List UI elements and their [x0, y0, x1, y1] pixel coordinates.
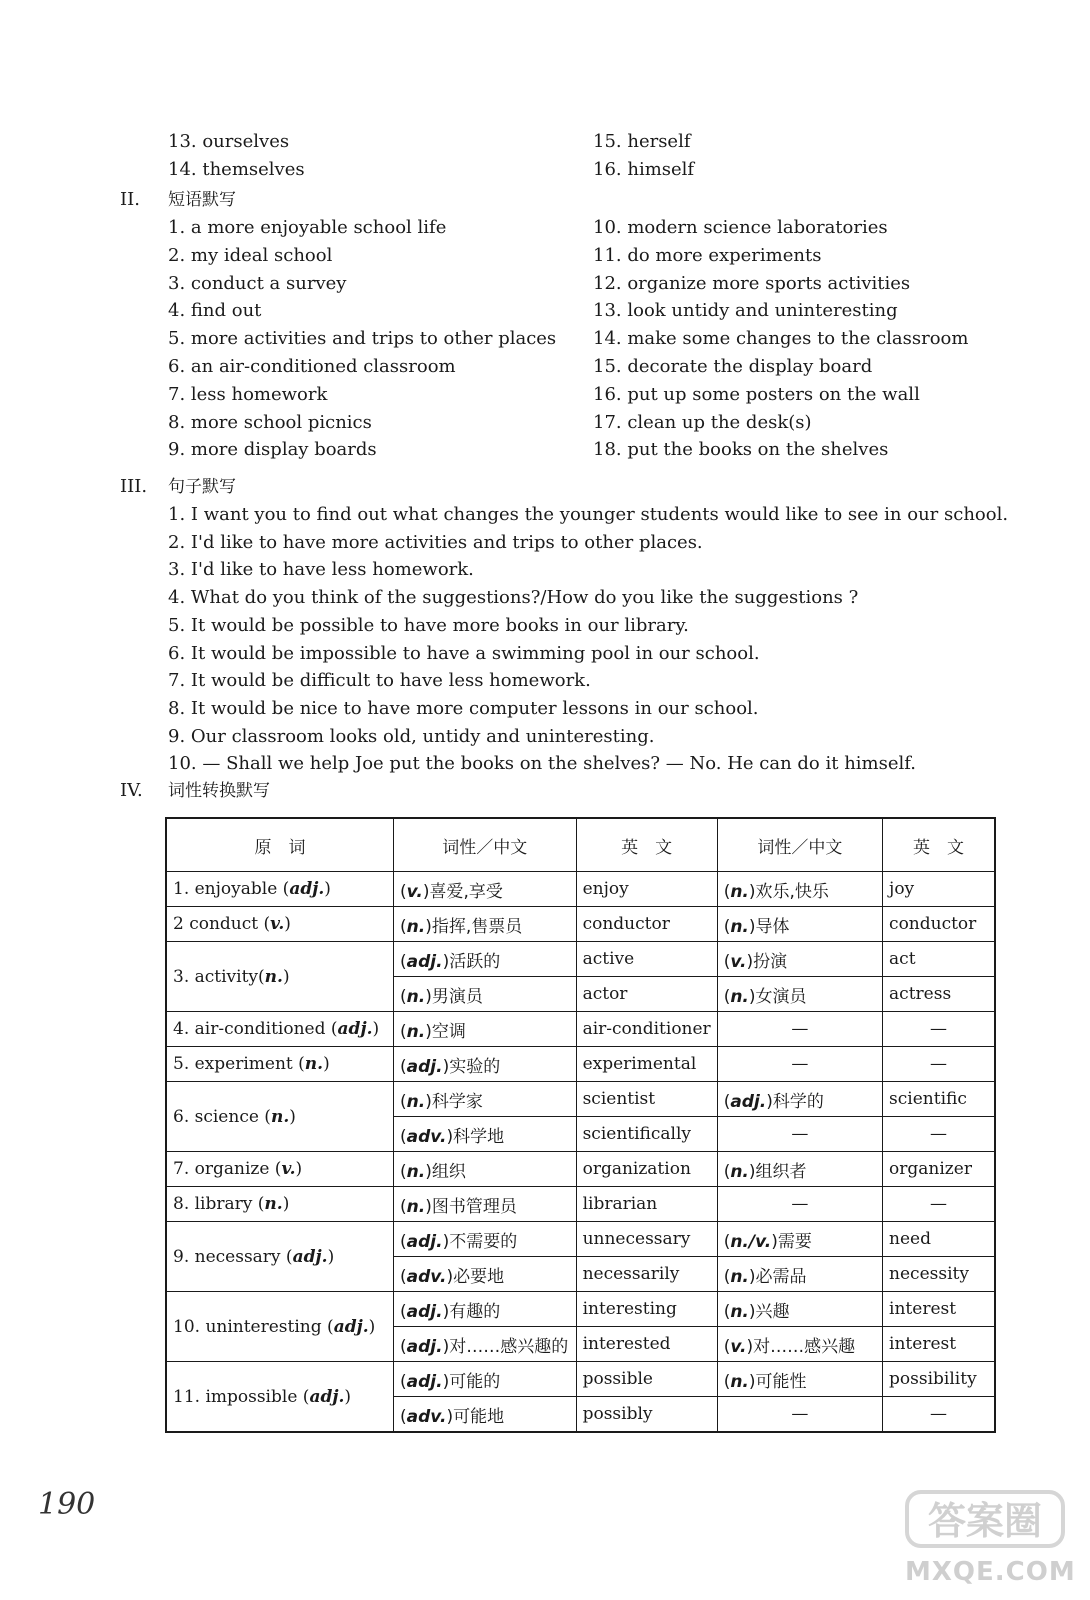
- pos-chinese-cell: (v.)喜爱,享受: [394, 872, 577, 907]
- word-form-table: [165, 817, 996, 1433]
- chinese-meaning: 指挥,售票员: [431, 916, 523, 937]
- part-of-speech: n.: [304, 1054, 324, 1074]
- original-word: 6. science: [173, 1106, 259, 1127]
- english-word-cell: organization: [576, 1152, 717, 1187]
- pos-chinese-cell: (adj.)可能的: [394, 1362, 577, 1397]
- part-of-speech: n.: [730, 1371, 749, 1392]
- section-title: 词性转换默写: [168, 781, 270, 801]
- chinese-meaning: 可能性: [755, 1371, 807, 1392]
- part-of-speech: n.: [406, 1196, 426, 1217]
- empty-dash-cell: —: [883, 1397, 995, 1433]
- pos-chinese-cell: (n.)必需品: [717, 1257, 882, 1292]
- part-of-speech: adv.: [406, 1406, 447, 1427]
- original-word: 1. enjoyable: [173, 879, 278, 899]
- original-word-cell: 3. activity(n.): [166, 942, 394, 1012]
- chinese-meaning: 组织者: [755, 1161, 807, 1182]
- empty-dash-cell: —: [717, 1117, 882, 1152]
- chinese-meaning: 导体: [755, 916, 790, 937]
- part-of-speech: n.: [406, 986, 426, 1007]
- list-item: 11. do more experiments: [593, 244, 822, 266]
- original-word: 3. activity: [173, 966, 259, 987]
- section-number: IV.: [120, 780, 143, 801]
- list-item: 5. It would be possible to have more books in our library.: [168, 614, 689, 636]
- list-item: 2. I'd like to have more activities and trips to other places.: [168, 531, 703, 553]
- chinese-meaning: 可能的: [449, 1371, 501, 1392]
- pos-chinese-cell: (adj.)活跃的: [394, 942, 577, 977]
- section-2-heading: [120, 186, 236, 214]
- pos-chinese-cell: (n./v.)需要: [717, 1222, 882, 1257]
- pos-chinese-cell: (adv.)可能地: [394, 1397, 577, 1433]
- table-row: [166, 1222, 995, 1257]
- chinese-meaning: 扮演: [753, 951, 788, 972]
- table-row: [166, 1187, 995, 1222]
- chinese-meaning: 可能地: [453, 1406, 505, 1427]
- list-item: 17. clean up the desk(s): [593, 411, 812, 433]
- original-word: 9. necessary: [173, 1246, 281, 1267]
- pos-chinese-cell: (adj.)实验的: [394, 1047, 577, 1082]
- list-item: 8. It would be nice to have more computer lessons in our school.: [168, 697, 759, 719]
- list-item: 4. What do you think of the suggestions?/How do you like the suggestions ?: [168, 587, 859, 609]
- chinese-meaning: 实验的: [449, 1056, 501, 1077]
- english-word-cell: experimental: [576, 1047, 717, 1082]
- empty-dash-cell: —: [883, 1047, 995, 1082]
- watermark-logo-text: 答案圈: [927, 1499, 1043, 1543]
- list-item: 4. find out: [168, 300, 262, 322]
- list-item: 5. more activities and trips to other places: [168, 328, 557, 350]
- list-item: 14. make some changes to the classroom: [593, 328, 969, 350]
- english-word-cell: act: [883, 942, 995, 977]
- original-word-cell: 9. necessary (adj.): [166, 1222, 394, 1292]
- english-word-cell: conductor: [576, 907, 717, 942]
- list-item: 7. It would be difficult to have less homework.: [168, 670, 591, 692]
- english-word-cell: possibly: [576, 1397, 717, 1433]
- part-of-speech: v.: [730, 1336, 747, 1357]
- original-word: 4. air-conditioned: [173, 1019, 326, 1039]
- table-row: [166, 1082, 995, 1117]
- list-item: 6. It would be impossible to have a swimming pool in our school.: [168, 642, 760, 664]
- section-4-heading: [120, 777, 270, 805]
- original-word-cell: 10. uninteresting (adj.): [166, 1292, 394, 1362]
- chinese-meaning: 喜爱,享受: [429, 881, 503, 902]
- part-of-speech: adj.: [309, 1386, 345, 1407]
- empty-dash-cell: —: [883, 1187, 995, 1222]
- pos-chinese-cell: (n.)男演员: [394, 977, 577, 1012]
- list-item: 10. — Shall we help Joe put the books on the shelves? — No. He can do it himself.: [168, 753, 917, 775]
- chinese-meaning: 不需要的: [449, 1231, 518, 1252]
- list-item: 13. look untidy and uninteresting: [593, 300, 898, 322]
- chinese-meaning: 兴趣: [755, 1301, 790, 1322]
- english-word-cell: possibility: [883, 1362, 995, 1397]
- english-word-cell: joy: [883, 872, 995, 907]
- english-word-cell: organizer: [883, 1152, 995, 1187]
- part-of-speech: n./v.: [730, 1231, 772, 1252]
- original-word-cell: 7. organize (v.): [166, 1152, 394, 1187]
- original-word: 8. library: [173, 1194, 253, 1214]
- english-word-cell: enjoy: [576, 872, 717, 907]
- table-row: [166, 1012, 995, 1047]
- table-row: [166, 1362, 995, 1397]
- list-item: 1. I want you to find out what changes the younger students would like to see in our school.: [168, 504, 1009, 525]
- part-of-speech: adj.: [292, 1246, 328, 1267]
- header-pos-chinese-2: 词性／中文: [717, 818, 882, 872]
- pos-chinese-cell: (adj.)有趣的: [394, 1292, 577, 1327]
- empty-dash-cell: —: [717, 1397, 882, 1433]
- empty-dash-cell: —: [717, 1047, 882, 1082]
- table-row: [166, 872, 995, 907]
- empty-dash-cell: —: [717, 1012, 882, 1047]
- list-item: 12. organize more sports activities: [593, 272, 911, 294]
- list-item: 7. less homework: [168, 383, 328, 405]
- section-number: III.: [120, 476, 148, 497]
- english-word-cell: conductor: [883, 907, 995, 942]
- list-item: 9. more display boards: [168, 439, 377, 461]
- table-header-row: [166, 818, 995, 872]
- table-row: [166, 1047, 995, 1082]
- chinese-meaning: 活跃的: [449, 951, 501, 972]
- chinese-meaning: 男演员: [431, 986, 483, 1007]
- list-item: 10. modern science laboratories: [593, 217, 888, 238]
- pos-chinese-cell: (n.)图书管理员: [394, 1187, 577, 1222]
- original-word-cell: 6. science (n.): [166, 1082, 394, 1152]
- pos-chinese-cell: (n.)兴趣: [717, 1292, 882, 1327]
- part-of-speech: adj.: [406, 1301, 443, 1322]
- chinese-meaning: 欢乐,快乐: [755, 881, 829, 902]
- english-word-cell: actor: [576, 977, 717, 1012]
- pos-chinese-cell: (n.)女演员: [717, 977, 882, 1012]
- pos-chinese-cell: (n.)组织: [394, 1152, 577, 1187]
- list-item: 3. I'd like to have less homework.: [168, 559, 474, 581]
- english-word-cell: unnecessary: [576, 1222, 717, 1257]
- pos-chinese-cell: (n.)可能性: [717, 1362, 882, 1397]
- chinese-meaning: 必要地: [453, 1266, 505, 1287]
- pos-chinese-cell: (adv.)科学地: [394, 1117, 577, 1152]
- part-of-speech: n.: [406, 1091, 426, 1112]
- chinese-meaning: 科学地: [453, 1126, 505, 1147]
- part-of-speech: v.: [406, 881, 423, 902]
- english-word-cell: librarian: [576, 1187, 717, 1222]
- pos-chinese-cell: (v.)对……感兴趣: [717, 1327, 882, 1362]
- part-of-speech: v.: [281, 1159, 296, 1179]
- pos-chinese-cell: (n.)欢乐,快乐: [717, 872, 882, 907]
- original-word-cell: 2 conduct (v.): [166, 907, 394, 942]
- pos-chinese-cell: (v.)扮演: [717, 942, 882, 977]
- original-word: 5. experiment: [173, 1054, 293, 1074]
- header-original-word: 原 词: [166, 818, 394, 872]
- chinese-meaning: 必需品: [755, 1266, 807, 1287]
- pos-chinese-cell: (adj.)科学的: [717, 1082, 882, 1117]
- pos-chinese-cell: (n.)组织者: [717, 1152, 882, 1187]
- chinese-meaning: 有趣的: [449, 1301, 501, 1322]
- part-of-speech: adj.: [289, 879, 325, 899]
- english-word-cell: possible: [576, 1362, 717, 1397]
- original-word: 11. impossible: [173, 1386, 298, 1407]
- list-item: 18. put the books on the shelves: [593, 439, 889, 461]
- table-row: [166, 907, 995, 942]
- table-row: [166, 1292, 995, 1327]
- section-number: II.: [120, 189, 140, 210]
- section-title: 句子默写: [168, 477, 236, 497]
- part-of-speech: adj.: [730, 1091, 767, 1112]
- english-word-cell: interest: [883, 1292, 995, 1327]
- part-of-speech: v.: [730, 951, 747, 972]
- english-word-cell: interesting: [576, 1292, 717, 1327]
- part-of-speech: adj.: [406, 1371, 443, 1392]
- part-of-speech: n.: [406, 1161, 426, 1182]
- list-item: 6. an air-conditioned classroom: [168, 356, 456, 377]
- list-item: 8. more school picnics: [168, 411, 372, 433]
- chinese-meaning: 科学家: [431, 1091, 483, 1112]
- empty-dash-cell: —: [883, 1117, 995, 1152]
- table-row: [166, 942, 995, 977]
- english-word-cell: interested: [576, 1327, 717, 1362]
- part-of-speech: n.: [730, 986, 749, 1007]
- list-item: 13. ourselves: [168, 131, 290, 152]
- part-of-speech: adj.: [337, 1019, 373, 1039]
- original-word-cell: 8. library (n.): [166, 1187, 394, 1222]
- part-of-speech: n.: [730, 1301, 749, 1322]
- part-of-speech: n.: [730, 1161, 749, 1182]
- pos-chinese-cell: (n.)指挥,售票员: [394, 907, 577, 942]
- original-word-cell: 4. air-conditioned (adj.): [166, 1012, 394, 1047]
- header-english: 英 文: [576, 818, 717, 872]
- empty-dash-cell: —: [883, 1012, 995, 1047]
- section-title: 短语默写: [168, 190, 236, 210]
- watermark: [905, 1488, 1076, 1588]
- part-of-speech: n.: [264, 966, 283, 987]
- section-3-heading: [120, 473, 236, 501]
- empty-dash-cell: —: [717, 1187, 882, 1222]
- english-word-cell: actress: [883, 977, 995, 1012]
- pos-chinese-cell: (n.)导体: [717, 907, 882, 942]
- english-word-cell: scientist: [576, 1082, 717, 1117]
- pos-chinese-cell: (n.)科学家: [394, 1082, 577, 1117]
- list-item: 14. themselves: [168, 159, 305, 180]
- part-of-speech: n.: [730, 881, 749, 902]
- part-of-speech: v.: [270, 914, 285, 934]
- list-item: 15. herself: [593, 131, 691, 152]
- part-of-speech: adj.: [406, 951, 443, 972]
- list-item: 9. Our classroom looks old, untidy and uninteresting.: [168, 725, 655, 747]
- watermark-url: MXQE.COM: [905, 1557, 1076, 1587]
- english-word-cell: scientifically: [576, 1117, 717, 1152]
- chinese-meaning: 对……感兴趣: [753, 1336, 856, 1357]
- english-word-cell: necessity: [883, 1257, 995, 1292]
- part-of-speech: n.: [264, 1194, 283, 1214]
- header-english-2: 英 文: [883, 818, 995, 872]
- original-word: 10. uninteresting: [173, 1316, 322, 1337]
- pos-chinese-cell: (adv.)必要地: [394, 1257, 577, 1292]
- english-word-cell: active: [576, 942, 717, 977]
- part-of-speech: adv.: [406, 1266, 447, 1287]
- list-item: 15. decorate the display board: [593, 356, 873, 377]
- part-of-speech: adv.: [406, 1126, 447, 1147]
- watermark-logo-icon: [905, 1488, 1065, 1550]
- english-word-cell: air-conditioner: [576, 1012, 717, 1047]
- chinese-meaning: 组织: [431, 1161, 466, 1182]
- chinese-meaning: 女演员: [755, 986, 807, 1007]
- part-of-speech: n.: [406, 1021, 426, 1042]
- english-word-cell: necessarily: [576, 1257, 717, 1292]
- chinese-meaning: 图书管理员: [431, 1196, 517, 1217]
- part-of-speech: n.: [730, 1266, 749, 1287]
- page-number: 190: [38, 1487, 96, 1522]
- list-item: 16. put up some posters on the wall: [593, 383, 920, 405]
- table-row: [166, 1152, 995, 1187]
- header-pos-chinese: 词性／中文: [394, 818, 577, 872]
- original-word-cell: 1. enjoyable (adj.): [166, 872, 394, 907]
- english-word-cell: need: [883, 1222, 995, 1257]
- chinese-meaning: 空调: [431, 1021, 466, 1042]
- part-of-speech: adj.: [406, 1336, 443, 1357]
- english-word-cell: interest: [883, 1327, 995, 1362]
- chinese-meaning: 需要: [777, 1231, 812, 1252]
- part-of-speech: adj.: [406, 1056, 443, 1077]
- chinese-meaning: 科学的: [772, 1091, 824, 1112]
- english-word-cell: scientific: [883, 1082, 995, 1117]
- part-of-speech: n.: [730, 916, 749, 937]
- original-word: 2 conduct: [173, 914, 259, 934]
- chinese-meaning: 对……感兴趣的: [449, 1336, 569, 1357]
- part-of-speech: n.: [270, 1106, 290, 1127]
- list-item: 16. himself: [593, 159, 695, 180]
- list-item: 1. a more enjoyable school life: [168, 217, 447, 238]
- part-of-speech: adj.: [406, 1231, 443, 1252]
- list-item: 3. conduct a survey: [168, 272, 347, 294]
- list-item: 2. my ideal school: [168, 244, 333, 266]
- pos-chinese-cell: (adj.)不需要的: [394, 1222, 577, 1257]
- original-word: 7. organize: [173, 1159, 270, 1179]
- original-word-cell: 11. impossible (adj.): [166, 1362, 394, 1433]
- pos-chinese-cell: (adj.)对……感兴趣的: [394, 1327, 577, 1362]
- pos-chinese-cell: (n.)空调: [394, 1012, 577, 1047]
- original-word-cell: 5. experiment (n.): [166, 1047, 394, 1082]
- part-of-speech: n.: [406, 916, 426, 937]
- part-of-speech: adj.: [333, 1316, 369, 1337]
